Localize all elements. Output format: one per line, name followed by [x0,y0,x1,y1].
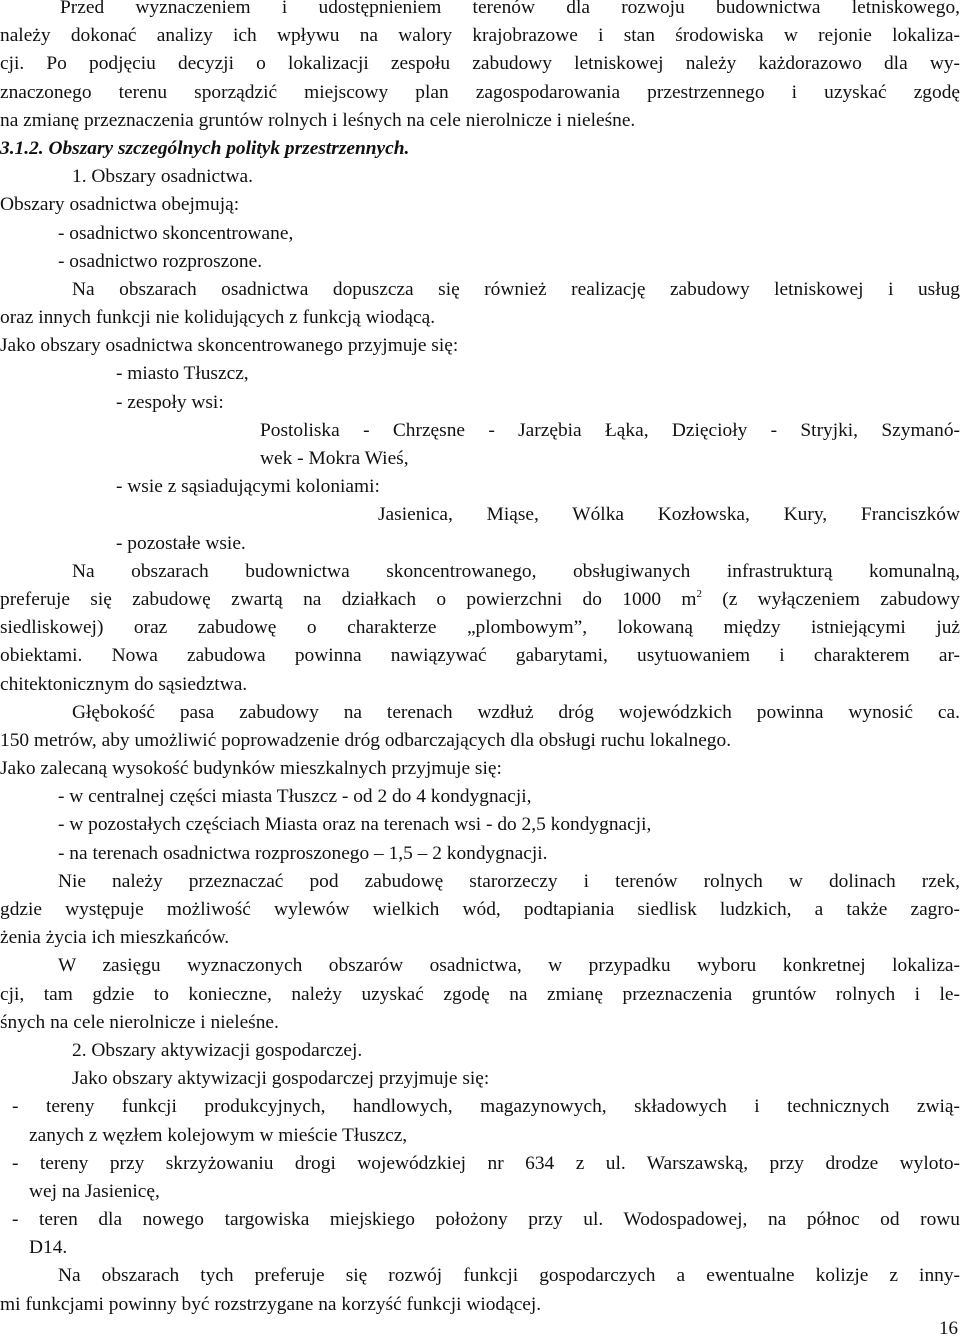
text-line [0,1037,960,1065]
text-line [0,1262,960,1290]
text-line [0,473,960,501]
text-span: obiektami. Nowa zabudowa powinna nawiązywać gabarytami, usytuowaniem i charakterem ar- [0,645,960,667]
text-line [0,220,960,248]
text-line [0,1122,960,1150]
text-line [0,840,960,868]
text-span: zanych z węzłem kolejowym w mieście Tłuszcz, [29,1124,408,1146]
text-span: Nie należy przeznaczać pod zabudowę starorzeczy i terenów rolnych w dolinach rzek, [58,870,960,892]
text-span: na zmianę przeznaczenia gruntów rolnych i leśnych na cele nierolnicze i nieleśne. [0,109,636,131]
text-line [0,1150,960,1178]
text-span: W zasięgu wyznaczonych obszarów osadnictwa, w przypadku wyboru konkretnej lokaliza- [58,955,960,977]
text-span: - osadnictwo skoncentrowane, [58,222,294,244]
superscript: 2 [696,587,702,600]
text-line [0,417,960,445]
text-span: 2. Obszary aktywizacji gospodarczej. [72,1039,363,1061]
text-span: - w centralnej części miasta Tłuszcz - od 2 do 4 kondygnacji, [58,786,532,808]
text-line [0,868,960,896]
text-line [0,276,960,304]
text-span: - tereny funkcji produkcyjnych, handlowych, magazynowych, składowych i technicznych zwią- [12,1096,960,1118]
text-span: cji. Po podjęciu decyzji o lokalizacji zespołu zabudowy letniskowej należy każdorazowo dla wy- [0,53,960,75]
text-span: 3.1.2. Obszary szczególnych polityk przestrzennych. [0,137,410,159]
text-span: - teren dla nowego targowiska miejskiego położony przy ul. Wodospadowej, na północ od rowu [12,1209,960,1231]
text-line [0,22,960,50]
text-span: - osadnictwo rozproszone. [58,250,263,272]
page-number: 16 [939,1318,958,1339]
text-line [0,981,960,1009]
text-span: Jasienica, Miąse, Wólka Kozłowska, Kury, Franciszków [378,504,960,526]
text-line [0,107,960,135]
text-span: Głębokość pasa zabudowy na terenach wzdłuż dróg wojewódzkich powinna wynosić ca. [72,701,960,723]
text-line [0,952,960,980]
text-line [0,530,960,558]
text-line [0,586,960,614]
text-span: - wsie z sąsiadującymi koloniami: [116,476,380,498]
text-span: Jako zalecaną wysokość budynków mieszkalnych przyjmuje się: [0,758,502,780]
text-line [0,1065,960,1093]
text-span: śnych na cele nierolnicze i nieleśne. [0,1011,279,1033]
text-line [0,699,960,727]
text-line [0,1009,960,1037]
text-line [0,163,960,191]
text-line [0,924,960,952]
text-span: - w pozostałych częściach Miasta oraz na terenach wsi - do 2,5 kondygnacji, [58,814,652,836]
text-span: należy dokonać analizy ich wpływu na walory krajobrazowe i stan środowiska w rejonie lokaliza- [0,25,960,47]
text-span: (z wyłączeniem zabudowy [701,588,960,610]
text-line [0,671,960,699]
text-line [0,558,960,586]
text-line [0,50,960,78]
text-span: Na obszarach tych preferuje się rozwój funkcji gospodarczych a ewentualne kolizje z inny- [58,1265,960,1287]
text-span: - zespoły wsi: [116,391,224,413]
text-span: gdzie występuje możliwość wylewów wielkich wód, podtapiania siedlisk ludzkich, a także zagro- [0,899,960,920]
section-heading [0,135,960,163]
text-span: 150 metrów, aby umożliwić poprowadzenie dróg odbarczających dla obsługi ruchu lokalnego. [0,729,732,751]
text-line [0,191,960,219]
text-span: wek - Mokra Wieś, [260,448,409,469]
text-span: oraz innych funkcji nie kolidujących z funkcją wiodącą. [0,307,436,329]
text-span: - na terenach osadnictwa rozproszonego – 1,5 – 2 kondygnacji. [58,842,548,864]
text-span: chitektonicznym do sąsiedztwa. [0,673,248,695]
text-line [0,1291,960,1319]
text-line [0,501,960,529]
text-line [0,1234,960,1262]
text-line [0,79,960,107]
text-span: znaczonego terenu sporządzić miejscowy plan zagospodarowania przestrzennego i uzyskać zgodę [0,81,960,103]
text-line [0,1178,960,1206]
text-line [0,1093,960,1121]
text-line [0,896,960,924]
text-line [0,755,960,783]
text-span: Jako obszary osadnictwa skoncentrowanego przyjmuje się: [0,335,459,357]
text-span: mi funkcjami powinny być rozstrzygane na korzyść funkcji wiodącej. [0,1293,542,1315]
text-line [0,248,960,276]
text-line [0,389,960,417]
text-span: preferuje się zabudowę zwartą na działkach o powierzchni do 1000 m [0,588,697,610]
text-span: Na obszarach budownictwa skoncentrowanego, obsługiwanych infrastrukturą komunalną, [72,560,960,582]
text-line [0,445,960,473]
text-line [0,304,960,332]
text-span: Na obszarach osadnictwa dopuszcza się również realizację zabudowy letniskowej i usług [72,278,960,300]
text-span: siedliskowej) oraz zabudowę o charakterze „plombowym”, lokowaną między istniejącymi już [0,617,960,639]
text-line [0,614,960,642]
text-line [0,0,960,22]
text-span: - miasto Tłuszcz, [116,363,249,385]
text-span: cji, tam gdzie to konieczne, należy uzyskać zgodę na zmianę przeznaczenia gruntów rolnych i le- [0,983,960,1005]
text-span: - pozostałe wsie. [116,532,246,554]
text-span: Postoliska - Chrzęsne - Jarzębia Łąka, Dzięcioły - Stryjki, Szymanó- [260,419,960,441]
text-span: Obszary osadnictwa obejmują: [0,194,240,216]
text-line [0,332,960,360]
text-span: wej na Jasienicę, [29,1180,160,1202]
text-span: D14. [29,1237,68,1259]
text-line [0,360,960,388]
text-line [0,783,960,811]
text-span: - tereny przy skrzyżowaniu drogi wojewódzkiej nr 634 z ul. Warszawską, przy drodze wyloto- [12,1152,960,1174]
text-span: żenia życia ich mieszkańców. [0,927,230,949]
text-span: 1. Obszary osadnictwa. [72,166,253,188]
text-line [0,642,960,670]
text-span: Jako obszary aktywizacji gospodarczej przyjmuje się: [72,1068,490,1090]
text-line [0,727,960,755]
text-line [0,1206,960,1234]
text-line [0,811,960,839]
text-span: Przed wyznaczeniem i udostępnieniem terenów dla rozwoju budownictwa letniskowego, [60,0,960,18]
